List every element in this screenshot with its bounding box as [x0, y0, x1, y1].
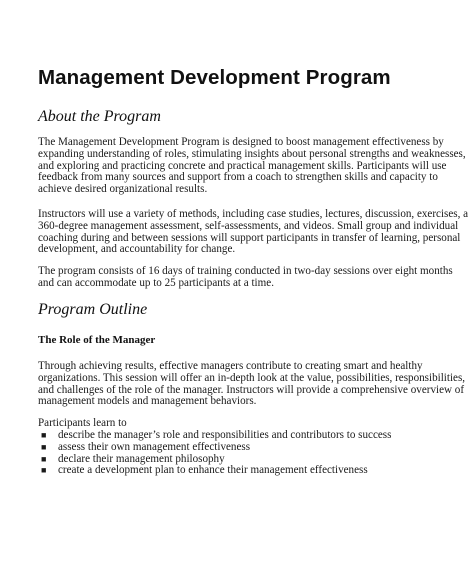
learning-objectives-list — [38, 430, 391, 477]
text-line: feedback from many sources and support from a coach to strengthen skills and capacity to — [38, 171, 438, 184]
text-line: The program consists of 16 days of training conducted in two-day sessions over eight months — [38, 265, 453, 277]
list-item-text: create a development plan to enhance their management effectiveness — [58, 464, 368, 477]
about-paragraph-1 — [38, 137, 466, 196]
text-line: The Management Development Program is designed to boost management effectiveness by — [38, 136, 444, 148]
text-line: expanding understanding of roles, stimulating insights about personal strengths and weaknesses, — [38, 147, 466, 160]
bullet-square-icon: ■ — [41, 465, 47, 476]
document-title: Management Development Program — [38, 66, 391, 89]
text-line: 360-degree management assessment, self-assessments, and videos. Small group and individual — [38, 219, 459, 232]
text-line: and exploring and practicing concrete and practical management skills. Participants will use — [38, 159, 447, 172]
list-item — [38, 465, 391, 477]
text-line: coaching during and between sessions will support participants in transfer of learning, personal — [38, 231, 461, 244]
text-line: Through achieving results, effective managers contribute to creating smart and healthy — [38, 360, 423, 372]
text-line: and challenges of the role of the manager. Instructors will provide a comprehensive overview of — [38, 383, 465, 396]
text-line: Participants learn to — [38, 417, 127, 429]
about-paragraph-3 — [38, 266, 453, 290]
text-line: and can accommodate up to 25 participants at a time. — [38, 276, 274, 289]
list-item-text: describe the manager’s role and responsibilities and contributors to success — [58, 429, 392, 441]
list-item-text: assess their own management effectiveness — [58, 440, 251, 453]
text-line: development, and accountability for change. — [38, 243, 236, 256]
text-line: management models and management behaviors. — [38, 395, 257, 408]
list-item-text: declare their management philosophy — [58, 452, 225, 465]
about-heading: About the Program — [38, 108, 161, 125]
text-line: achieve desired organizational results. — [38, 183, 208, 196]
role-of-manager-heading: The Role of the Manager — [38, 334, 156, 346]
bullet-square-icon: ■ — [41, 453, 47, 464]
about-paragraph-2 — [38, 209, 468, 256]
text-line: Instructors will use a variety of methods, including case studies, lectures, discussion, exercises, a — [38, 208, 469, 220]
outline-paragraph — [38, 361, 465, 408]
bullet-square-icon: ■ — [41, 441, 47, 452]
bullet-square-icon: ■ — [41, 430, 47, 440]
outline-heading: Program Outline — [38, 301, 148, 318]
text-line: organizations. This session will offer an in-depth look at the value, possibilities, responsibilities, — [38, 371, 466, 384]
